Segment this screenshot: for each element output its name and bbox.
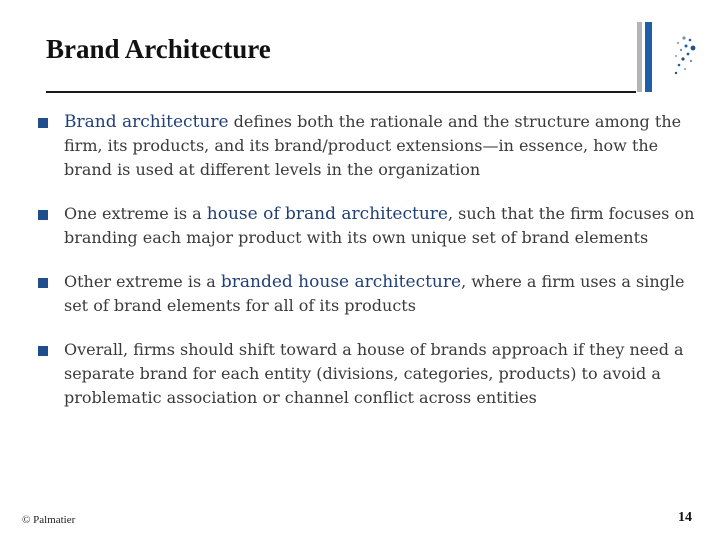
bullet-lead-text: One extreme is a xyxy=(64,204,207,223)
bullet-highlight: Brand architecture xyxy=(64,112,229,132)
bullet-highlight: branded house architecture xyxy=(220,272,462,292)
copyright-text: © Palmatier xyxy=(22,514,76,526)
title-underline xyxy=(46,91,636,93)
bullet-item xyxy=(38,270,698,318)
gray-accent-bar xyxy=(637,22,642,92)
bullet-text: Overall, firms should shift toward a house of brands approach if they need a separate brand for each entity (divisions, categories, products) to avoid a problematic association or channel conflict across entities xyxy=(64,340,684,407)
bullet-highlight: house of brand architecture xyxy=(206,204,448,224)
bullet-item xyxy=(38,202,698,250)
square-bullet-icon xyxy=(38,346,48,356)
bullet-text: , such that the firm focuses on branding each major product with its own unique set of brand elements xyxy=(64,204,695,247)
bullet-item xyxy=(38,338,698,410)
page-number: 14 xyxy=(678,510,692,525)
slide-title: Brand Architecture xyxy=(46,34,271,64)
bullet-text: defines both the rationale and the structure among the firm, its products, and its brand/product extensions—in essence, how the brand is used at different levels in the organization xyxy=(64,112,682,179)
bullet-text: , where a firm uses a single set of brand elements for all of its products xyxy=(64,272,685,315)
square-bullet-icon xyxy=(38,210,48,220)
bullet-item xyxy=(38,110,698,182)
bullet-lead-text: Other extreme is a xyxy=(64,272,221,291)
square-bullet-icon xyxy=(38,278,48,288)
square-bullet-icon xyxy=(38,118,48,128)
scattered-dots-icon xyxy=(672,34,698,76)
bullet-list xyxy=(38,110,698,410)
blue-accent-bar xyxy=(645,22,652,92)
